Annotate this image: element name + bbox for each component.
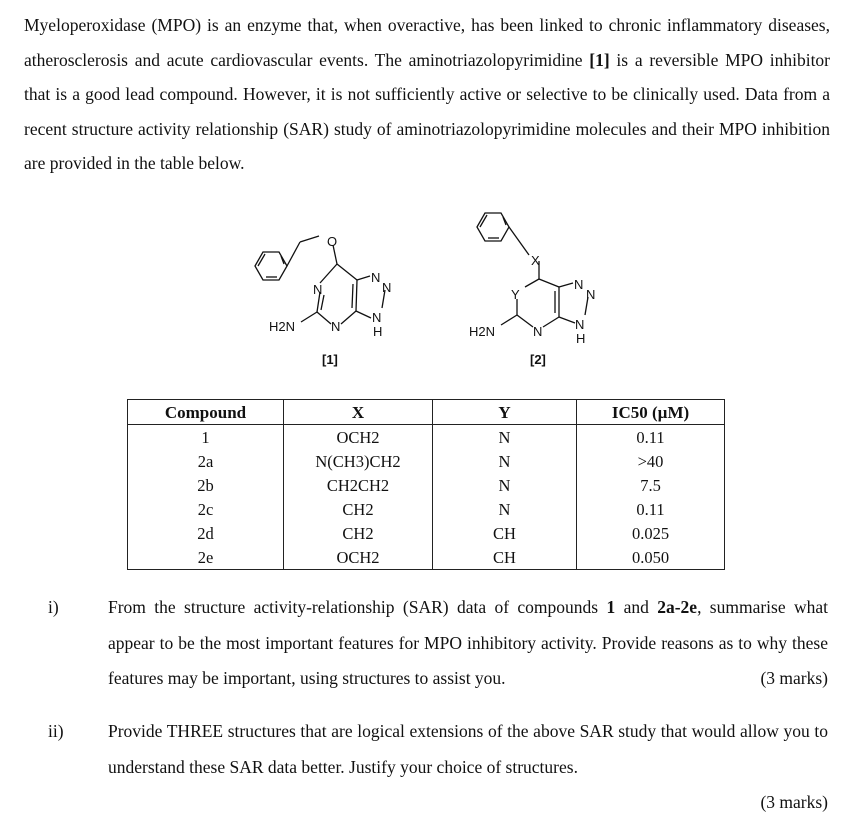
s2-atom-n: N: [574, 277, 584, 292]
cell: CH2: [284, 521, 433, 545]
q1-text-a: From the structure activity-relationship (SAR) data of compounds: [108, 597, 607, 617]
structure-2-label: [2]: [530, 352, 546, 367]
col-y: Y: [433, 400, 577, 425]
s1-atom-n: N: [313, 282, 323, 297]
s1-amine: H2N: [269, 319, 296, 334]
q2-marks: (3 marks): [760, 792, 828, 812]
q2-text: Provide THREE structures that are logical extensions of the above SAR study that would allow you to understand these SAR data better. Justify your choice of structures.: [108, 721, 828, 777]
cell: 2d: [128, 521, 284, 545]
q1-text-c: , summarise what appear to be the most important features for MPO inhibitory activity. Provide reasons as to why these features may be important, using structures to assist you.: [108, 597, 828, 688]
col-compound: Compound: [128, 400, 284, 425]
intro-text-2: is a reversible MPO inhibitor that is a good lead compound. However, it is not sufficiently active or selective to be clinically used. Data from a recent structure activity relationship (SAR) study of aminotriazolopyrimidine molecules and their MPO inhibition are provided in the table below.: [24, 49, 831, 173]
cell: N: [433, 449, 577, 473]
cell: 0.050: [577, 545, 725, 570]
s1-atom-h: H: [373, 324, 383, 339]
s1-atom-n: N: [372, 310, 382, 325]
structure-1-drawing: [245, 212, 415, 347]
question-1-text: [108, 590, 828, 697]
table-row: [128, 545, 725, 570]
cell: N(CH3)CH2: [284, 449, 433, 473]
s1-atom-n: N: [382, 280, 392, 295]
cell: 7.5: [577, 473, 725, 497]
compound-ref-1: [1]: [589, 49, 610, 70]
cell: CH2CH2: [284, 473, 433, 497]
cell: N: [433, 473, 577, 497]
cell: 1: [128, 425, 284, 450]
intro-text-1: Myeloperoxidase (MPO) is an enzyme that, when overactive, has been linked to chronic inflammatory diseases, atherosclerosis and acute cardiovascular events. The aminotriazolopyrimidine: [24, 15, 830, 70]
intro-paragraph: [24, 8, 830, 181]
question-2-number: ii): [48, 721, 64, 741]
cell: 2c: [128, 497, 284, 521]
cell: N: [433, 425, 577, 450]
question-2-text: [108, 714, 828, 821]
s1-atom-o: O: [327, 234, 338, 249]
table-row: [128, 449, 725, 473]
cell: >40: [577, 449, 725, 473]
s2-atom-n: N: [533, 324, 543, 339]
cell: OCH2: [284, 425, 433, 450]
cell: 0.11: [577, 425, 725, 450]
s2-atom-n: N: [586, 287, 596, 302]
cell: 2b: [128, 473, 284, 497]
q1-bold-1: 1: [606, 597, 616, 617]
table-row: [128, 425, 725, 450]
q1-text-b: and: [615, 597, 658, 617]
s2-atom-n: N: [575, 317, 585, 332]
cell: 0.025: [577, 521, 725, 545]
s2-atom-y: Y: [511, 287, 520, 302]
cell: 2e: [128, 545, 284, 570]
q1-marks: (3 marks): [760, 668, 828, 688]
table-row: [128, 497, 725, 521]
s2-atom-h: H: [576, 331, 586, 346]
sar-table: [127, 399, 725, 570]
cell: CH: [433, 521, 577, 545]
table-header-row: [128, 400, 725, 425]
cell: OCH2: [284, 545, 433, 570]
s2-amine: H2N: [469, 324, 496, 339]
col-ic50: IC50 (µM): [577, 400, 725, 425]
cell: CH2: [284, 497, 433, 521]
cell: N: [433, 497, 577, 521]
table-row: [128, 473, 725, 497]
structure-1-label: [1]: [322, 352, 338, 367]
col-x: X: [284, 400, 433, 425]
q1-bold-2: 2a-2e: [657, 597, 698, 617]
cell: 2a: [128, 449, 284, 473]
s1-atom-n: N: [371, 270, 381, 285]
cell: 0.11: [577, 497, 725, 521]
s1-atom-n: N: [331, 319, 341, 334]
cell: CH: [433, 545, 577, 570]
s2-atom-x: X: [531, 253, 540, 268]
table-row: [128, 521, 725, 545]
question-1-number: i): [48, 597, 59, 617]
structure-2-drawing: [455, 205, 625, 350]
